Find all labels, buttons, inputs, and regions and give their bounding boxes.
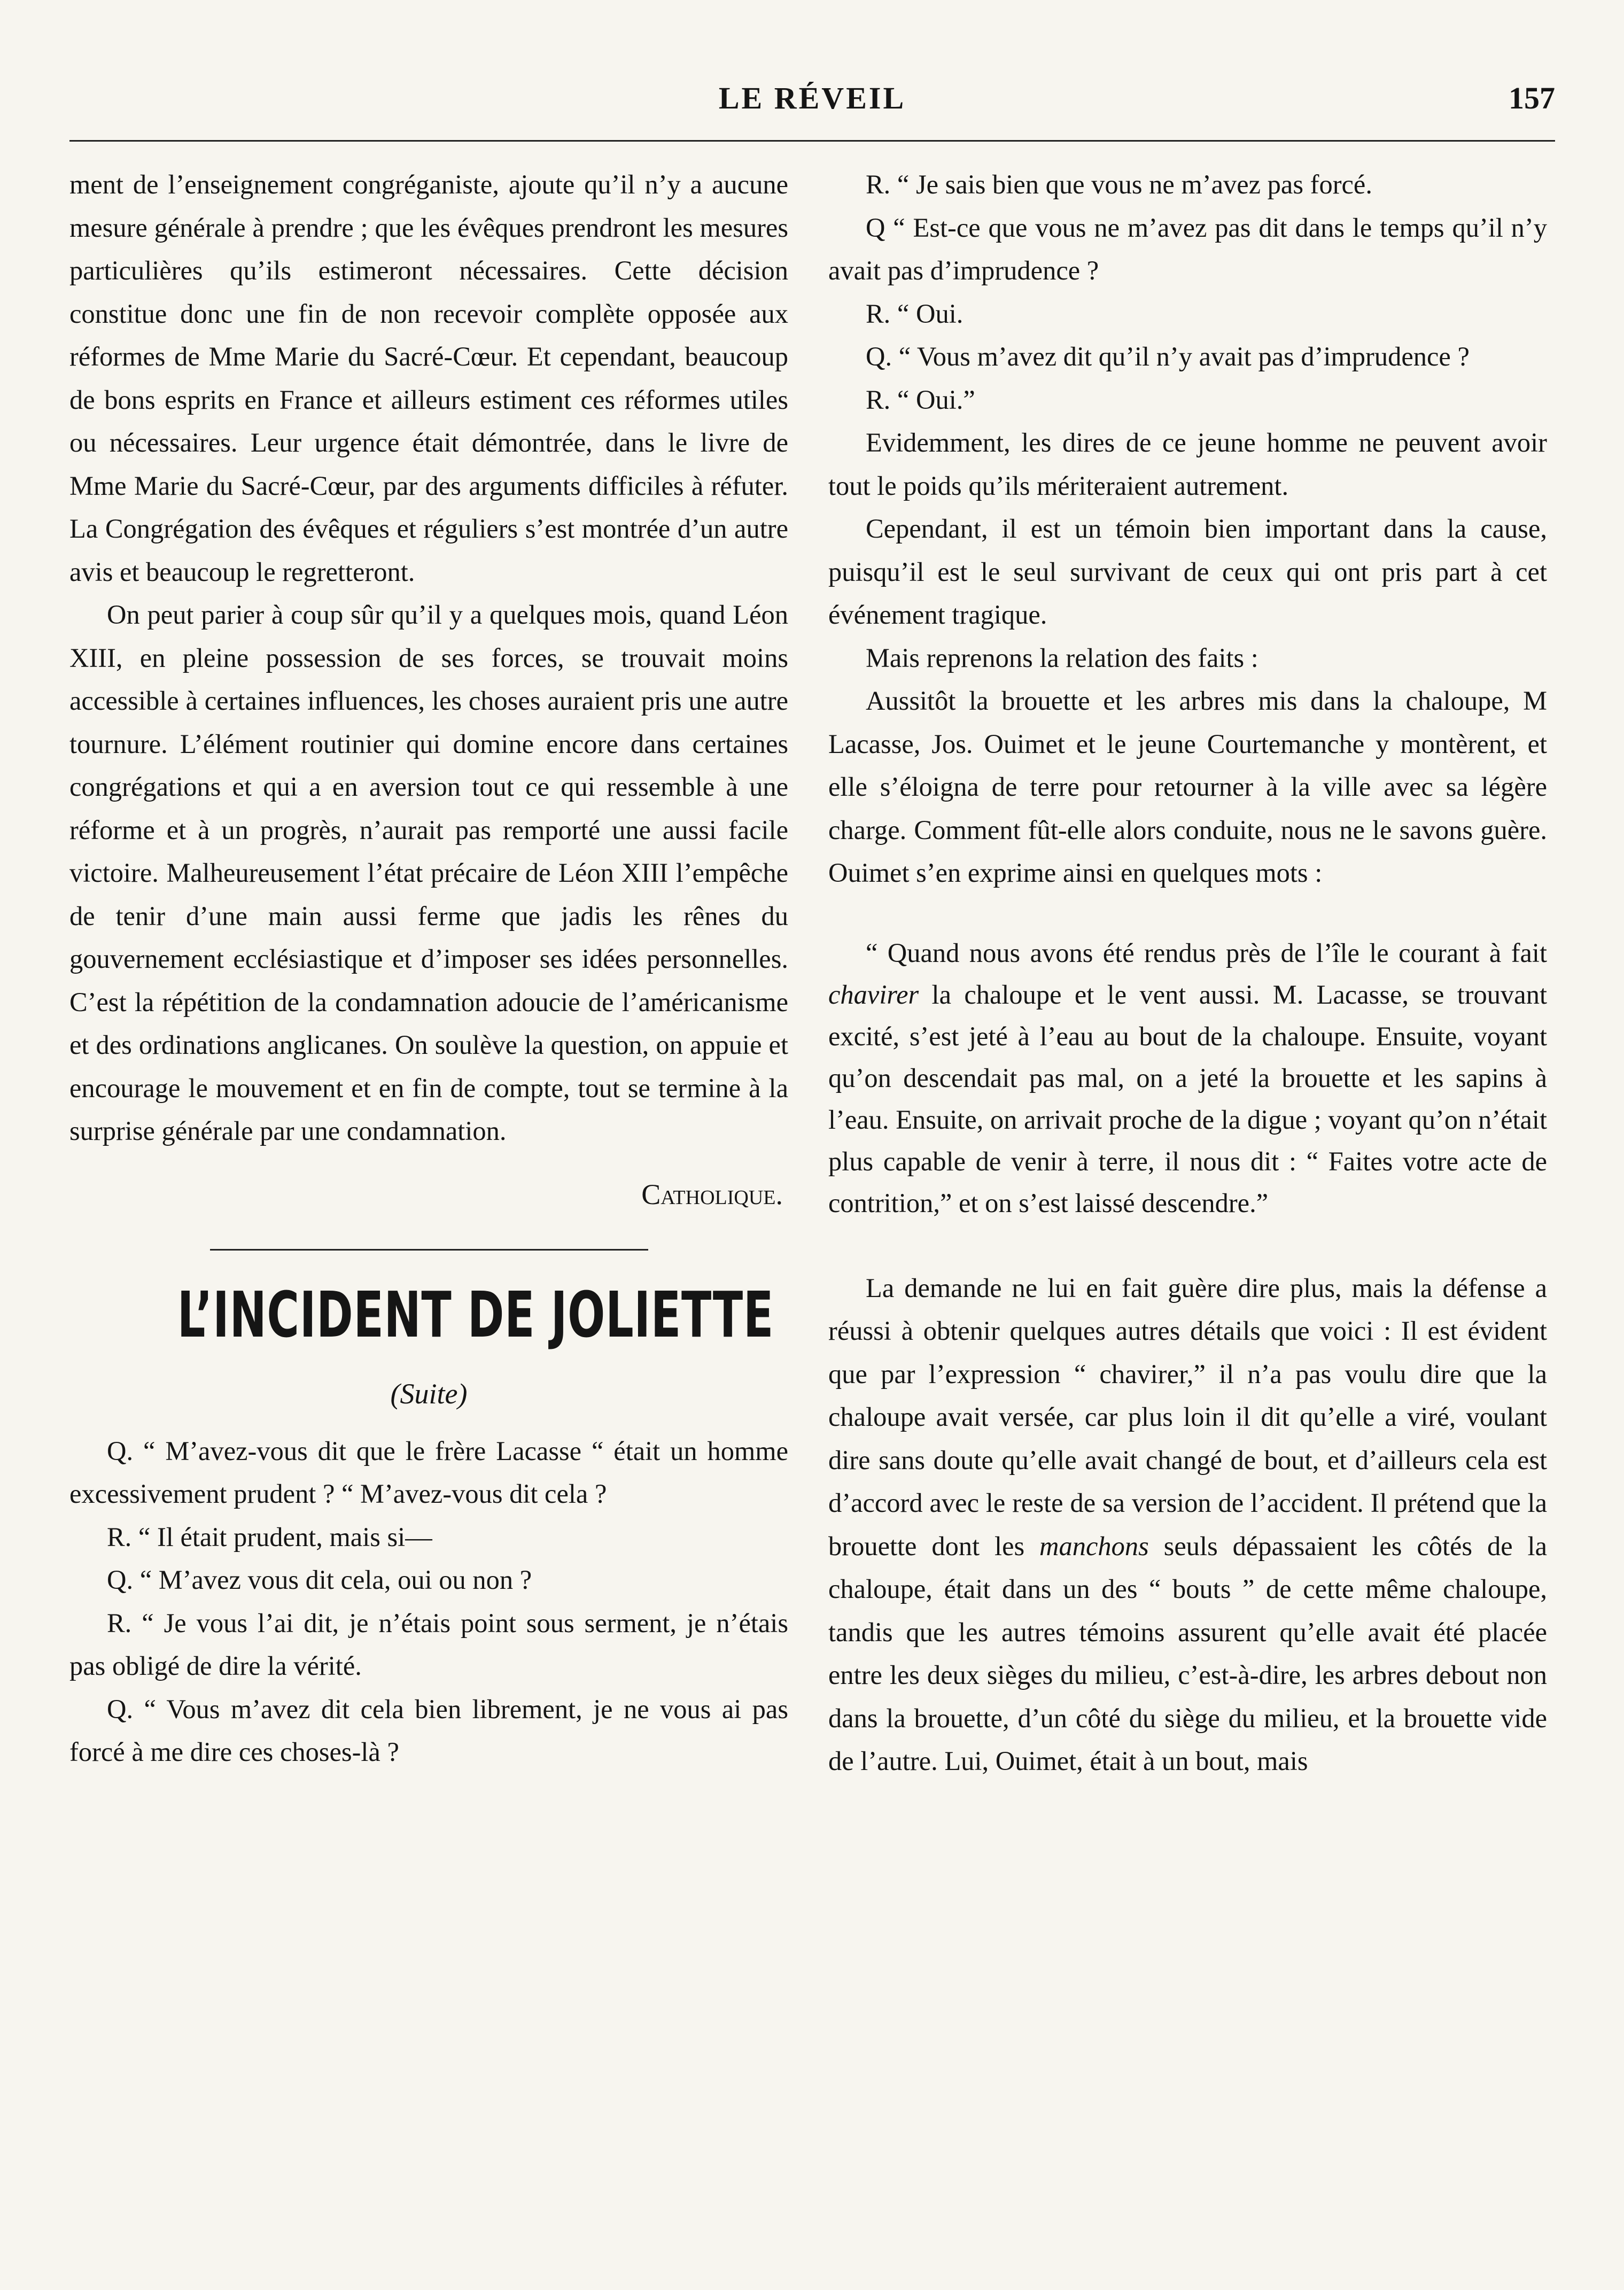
paragraph-text: La demande ne lui en fait guère dire plus, mais la défense a réussi à obtenir quelques autres détails que voici : Il est évident que par l’expression “ chavirer,” il n’a pas voulu dire que la chaloupe avait versée, car plus loin il dit qu’elle a viré, voulant dire sans doute qu’elle avait changé de bout, et d’ailleurs cela est d’accord avec le reste de sa version de l’accident. Il prétend que la brouette dont les: [828, 1272, 1547, 1561]
closing-paragraph: [828, 1267, 1547, 1783]
body-paragraph: Evidemment, les dires de ce jeune homme ne peuvent avoir tout le poids qu’ils mériteraient autrement.: [828, 428, 1547, 501]
journal-title: LE RÉVEIL: [718, 81, 906, 115]
running-header: [69, 80, 1555, 139]
quote-emphasis: chavirer: [828, 979, 919, 1010]
continued-paragraph: ment de l’enseignement congréganiste, ajoute qu’il n’y a aucune mesure générale à prendre ; que les évêques prendront les mesures particulières qu’ils estimeront nécessaires. Cette décision constitue donc une fin de non recevoir complète opposée aux réformes de Mme Marie du Sacré-Cœur. Et cependant, beaucoup de bons esprits en France et ailleurs estiment ces réformes utiles ou nécessaires. Leur urgence était démontrée, dans le livre de Mme Marie du Sacré-Cœur, par des arguments difficiles à réfuter. La Congrégation des évêques et réguliers s’est montrée d’un autre avis et beaucoup le regretteront.: [69, 169, 788, 587]
dialogue-line: R. “ Je vous l’ai dit, je n’étais point sous serment, je n’étais pas obligé de dire la vérité.: [69, 1608, 788, 1681]
paragraph-emphasis: manchons: [1039, 1531, 1149, 1561]
dialogue-line: Q. “ M’avez-vous dit que le frère Lacasse “ était un homme excessivement prudent ? “ M’avez-vous dit cela ?: [69, 1435, 788, 1509]
dialogue-line: R. “ Je sais bien que vous ne m’avez pas forcé.: [866, 169, 1372, 199]
dialogue-line: R. “ Oui.”: [866, 384, 975, 415]
header-divider: [69, 140, 1555, 142]
article-subtitle: (Suite): [390, 1378, 468, 1410]
article-divider: [210, 1249, 648, 1251]
left-column: [69, 163, 788, 1774]
body-paragraph: Cependant, il est un témoin bien important dans la cause, puisqu’il est le seul survivant de ceux qui ont pris part à cet événement tragique.: [828, 514, 1547, 630]
page-number: 157: [1509, 81, 1555, 115]
article-title: L’INCIDENT DE JOLIETTE: [177, 1278, 774, 1352]
body-paragraph: Aussitôt la brouette et les arbres mis dans la chaloupe, M Lacasse, Jos. Ouimet et le jeune Courtemanche y montèrent, et elle s’éloigna de terre pour retourner à la ville avec sa légère charge. Comment fût-elle alors conduite, nous ne le savons guère. Ouimet s’en exprime ainsi en quelques mots :: [828, 686, 1547, 888]
author-signature: Catholique.: [641, 1178, 783, 1210]
dialogue-line: Q. “ Vous m’avez dit cela bien librement, je ne vous ai pas forcé à me dire ces choses-là ?: [69, 1694, 788, 1767]
paragraph-text: seuls dépassaient les côtés de la chaloupe, était dans un des “ bouts ” de cette même chaloupe, tandis que les autres témoins assurent qu’elle avait été placée entre les deux sièges du milieu, c’est-à-dire, les arbres debout non dans la brouette, d’un côté du siège du milieu, et la brouette vide de l’autre. Lui, Ouimet, était à un bout, mais: [828, 1531, 1547, 1776]
dialogue-line: Q. “ Vous m’avez dit qu’il n’y avait pas d’imprudence ?: [866, 341, 1470, 371]
witness-quote: [828, 932, 1547, 1224]
dialogue-line: Q “ Est-ce que vous ne m’avez pas dit dans le temps qu’il n’y avait pas d’imprudence ?: [828, 212, 1547, 285]
body-paragraph: Mais reprenons la relation des faits :: [866, 642, 1258, 673]
dialogue-line: R. “ Oui.: [866, 298, 963, 329]
quote-text: la chaloupe et le vent aussi. M. Lacasse, se trouvant excité, s’est jeté à l’eau au bout de la chaloupe. Ensuite, voyant qu’on descendait pas mal, on a jeté la brouette et les sapins à l’eau. Ensuite, on arrivait proche de la digue ; voyant qu’on n’était plus capable de venir à terre, il nous dit : “ Faites votre acte de contrition,” et on s’est laissé descendre.”: [828, 979, 1547, 1218]
quote-text: “ Quand nous avons été rendus près de l’île le courant à fait: [866, 937, 1547, 968]
body-paragraph: On peut parier à coup sûr qu’il y a quelques mois, quand Léon XIII, en pleine possession de ses forces, se trouvait moins accessible à certaines influences, les choses auraient pris une autre tournure. L’élément routinier qui domine encore dans certaines congrégations et qui a en aversion tout ce qui ressemble à une réforme et à un progrès, n’aurait pas remporté une aussi facile victoire. Malheureusement l’état précaire de Léon XIII l’empêche de tenir d’une main aussi ferme que jadis les rênes du gouvernement ecclésiastique et d’imposer ses idées personnelles. C’est la répétition de la condamnation adoucie de l’américanisme et des ordinations anglicanes. On soulève la question, on appuie et encourage le mouvement et en fin de compte, tout se termine à la surprise générale par une condamnation.: [69, 600, 788, 1146]
right-column: [828, 163, 1547, 1783]
dialogue-line: R. “ Il était prudent, mais si—: [107, 1522, 432, 1552]
dialogue-line: Q. “ M’avez vous dit cela, oui ou non ?: [107, 1565, 532, 1595]
